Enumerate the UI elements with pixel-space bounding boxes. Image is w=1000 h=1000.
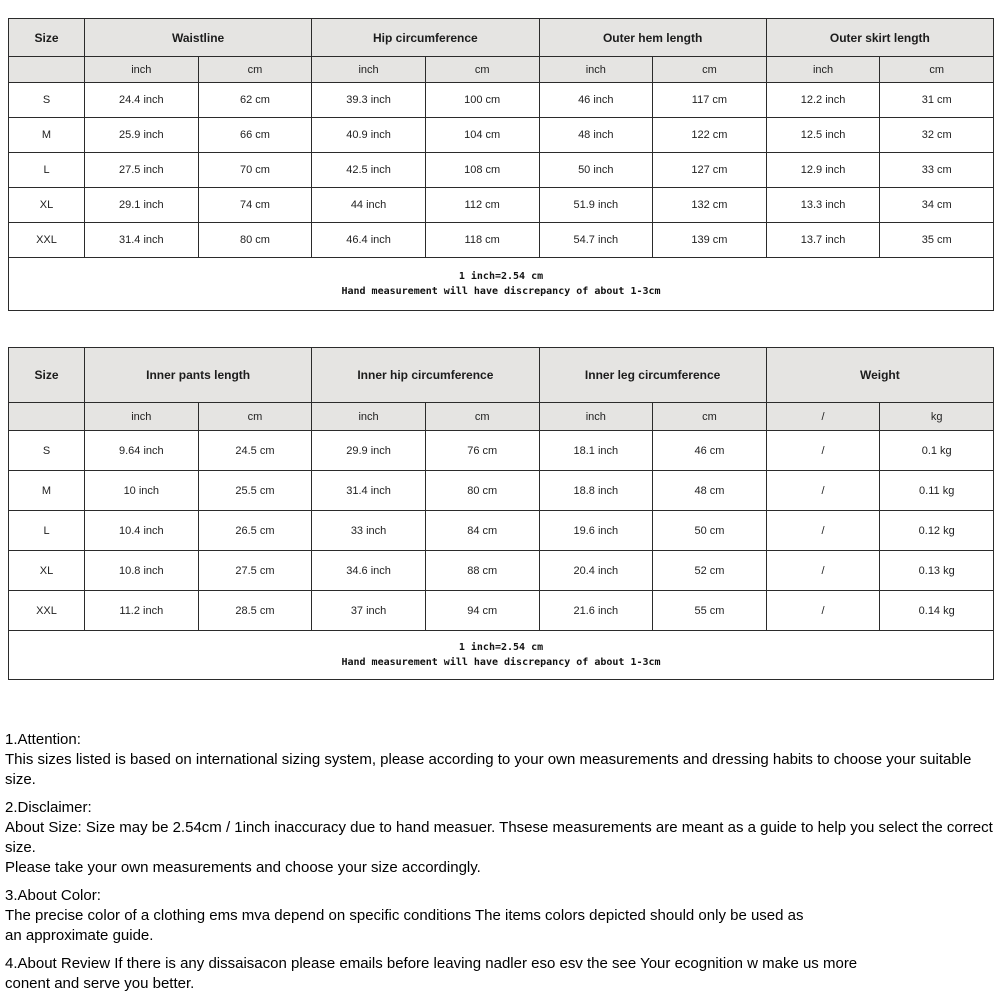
- measurement-cell: 33 cm: [880, 153, 994, 188]
- size-row-l: [9, 153, 994, 188]
- size-row-xxl: [9, 223, 994, 258]
- note-line: The precise color of a clothing ems mva depend on specific conditions The items colors depicted should only be used as: [5, 907, 804, 924]
- measurement-cell: 104 cm: [425, 118, 539, 153]
- table-note: [9, 631, 994, 680]
- size-label: XL: [9, 551, 85, 591]
- measurement-cell: 24.5 cm: [198, 431, 312, 471]
- measurement-cell: 70 cm: [198, 153, 312, 188]
- note-line: an approximate guide.: [5, 927, 154, 944]
- measurement-cell: 54.7 inch: [539, 223, 653, 258]
- unit-header: inch: [312, 403, 426, 431]
- size-row-l: [9, 511, 994, 551]
- measurement-cell: 29.1 inch: [85, 188, 199, 223]
- measurement-cell: 25.9 inch: [85, 118, 199, 153]
- table-note-line: 1 inch=2.54 cm: [458, 271, 544, 282]
- measurement-cell: 51.9 inch: [539, 188, 653, 223]
- measurement-cell: 40.9 inch: [312, 118, 426, 153]
- size-row-xxl: [9, 591, 994, 631]
- size-label: XXL: [9, 591, 85, 631]
- measurement-cell: 39.3 inch: [312, 83, 426, 118]
- measurement-cell: 80 cm: [425, 471, 539, 511]
- unit-header-row: [9, 403, 994, 431]
- measurement-cell: 62 cm: [198, 83, 312, 118]
- size-row-xl: [9, 188, 994, 223]
- size-row-m: [9, 471, 994, 511]
- note-paragraph: [5, 730, 997, 790]
- measurement-cell: 44 inch: [312, 188, 426, 223]
- note-line: 4.About Review If there is any dissaisacon please emails before leaving nadler eso esv the see Your ecognition w make us more: [5, 955, 858, 972]
- group-column-header: Hip circumference: [312, 19, 539, 57]
- inner-garment-size-table: [8, 347, 994, 680]
- note-heading: 3.About Color:: [5, 887, 101, 904]
- measurement-cell: 46 cm: [653, 431, 767, 471]
- note-line: This sizes listed is based on international sizing system, please according to your own measurements and dressing habits to choose your suitable size.: [5, 751, 972, 788]
- measurement-cell: 46.4 inch: [312, 223, 426, 258]
- size-column-header: Size: [9, 19, 85, 57]
- measurement-cell: 66 cm: [198, 118, 312, 153]
- measurement-cell: /: [766, 511, 880, 551]
- measurement-cell: 76 cm: [425, 431, 539, 471]
- table-note-row: [9, 258, 994, 311]
- unit-blank-cell: [9, 403, 85, 431]
- size-row-s: [9, 83, 994, 118]
- outer-garment-size-table: [8, 18, 994, 311]
- measurement-cell: 84 cm: [425, 511, 539, 551]
- measurement-cell: 74 cm: [198, 188, 312, 223]
- group-column-header: Inner hip circumference: [312, 348, 539, 403]
- measurement-cell: 13.3 inch: [766, 188, 880, 223]
- unit-header: cm: [198, 403, 312, 431]
- group-column-header: Inner pants length: [85, 348, 312, 403]
- measurement-cell: 108 cm: [425, 153, 539, 188]
- size-row-s: [9, 431, 994, 471]
- unit-header: cm: [425, 57, 539, 83]
- note-paragraph: [5, 886, 997, 946]
- measurement-cell: 12.9 inch: [766, 153, 880, 188]
- measurement-cell: 12.5 inch: [766, 118, 880, 153]
- measurement-cell: 0.11 kg: [880, 471, 994, 511]
- unit-header: /: [766, 403, 880, 431]
- measurement-cell: 24.4 inch: [85, 83, 199, 118]
- unit-header: inch: [539, 57, 653, 83]
- measurement-cell: 117 cm: [653, 83, 767, 118]
- measurement-cell: 48 cm: [653, 471, 767, 511]
- table-note-line: 1 inch=2.54 cm: [458, 642, 544, 653]
- size-label: S: [9, 431, 85, 471]
- measurement-cell: 27.5 inch: [85, 153, 199, 188]
- unit-header: inch: [539, 403, 653, 431]
- size-label: XL: [9, 188, 85, 223]
- measurement-cell: 35 cm: [880, 223, 994, 258]
- unit-header: inch: [312, 57, 426, 83]
- measurement-cell: 139 cm: [653, 223, 767, 258]
- measurement-cell: 18.1 inch: [539, 431, 653, 471]
- measurement-cell: 48 inch: [539, 118, 653, 153]
- table-header-row: [9, 19, 994, 57]
- measurement-cell: 50 cm: [653, 511, 767, 551]
- measurement-cell: 0.1 kg: [880, 431, 994, 471]
- measurement-cell: 0.14 kg: [880, 591, 994, 631]
- measurement-cell: 94 cm: [425, 591, 539, 631]
- measurement-cell: 88 cm: [425, 551, 539, 591]
- measurement-cell: 29.9 inch: [312, 431, 426, 471]
- table-note-line: Hand measurement will have discrepancy of about 1-3cm: [341, 286, 661, 297]
- unit-header: inch: [766, 57, 880, 83]
- measurement-cell: /: [766, 551, 880, 591]
- measurement-cell: 132 cm: [653, 188, 767, 223]
- measurement-cell: /: [766, 471, 880, 511]
- measurement-cell: 25.5 cm: [198, 471, 312, 511]
- measurement-cell: 55 cm: [653, 591, 767, 631]
- measurement-cell: 42.5 inch: [312, 153, 426, 188]
- measurement-cell: 9.64 inch: [85, 431, 199, 471]
- measurement-cell: 10 inch: [85, 471, 199, 511]
- measurement-cell: 31.4 inch: [312, 471, 426, 511]
- measurement-cell: 31.4 inch: [85, 223, 199, 258]
- notes-section: [5, 730, 997, 1000]
- unit-header: cm: [880, 57, 994, 83]
- measurement-cell: 122 cm: [653, 118, 767, 153]
- table-header-row: [9, 348, 994, 403]
- size-row-xl: [9, 551, 994, 591]
- measurement-cell: 27.5 cm: [198, 551, 312, 591]
- measurement-cell: 31 cm: [880, 83, 994, 118]
- measurement-cell: 37 inch: [312, 591, 426, 631]
- measurement-cell: 21.6 inch: [539, 591, 653, 631]
- group-column-header: Outer skirt length: [766, 19, 993, 57]
- measurement-cell: 46 inch: [539, 83, 653, 118]
- size-label: M: [9, 118, 85, 153]
- note-heading: 1.Attention:: [5, 731, 81, 748]
- measurement-cell: 28.5 cm: [198, 591, 312, 631]
- note-line: Please take your own measurements and choose your size accordingly.: [5, 859, 481, 876]
- measurement-cell: 0.12 kg: [880, 511, 994, 551]
- size-label: S: [9, 83, 85, 118]
- size-label: XXL: [9, 223, 85, 258]
- measurement-cell: 100 cm: [425, 83, 539, 118]
- measurement-cell: 20.4 inch: [539, 551, 653, 591]
- unit-header-row: [9, 57, 994, 83]
- unit-header: cm: [198, 57, 312, 83]
- measurement-cell: 0.13 kg: [880, 551, 994, 591]
- size-column-header: Size: [9, 348, 85, 403]
- measurement-cell: 34 cm: [880, 188, 994, 223]
- measurement-cell: 10.4 inch: [85, 511, 199, 551]
- group-column-header: Weight: [766, 348, 993, 403]
- measurement-cell: 34.6 inch: [312, 551, 426, 591]
- unit-blank-cell: [9, 57, 85, 83]
- note-line: About Size: Size may be 2.54cm / 1inch inaccuracy due to hand measuer. Thsese measurements are meant as a guide to help you select the correct size.: [5, 819, 993, 856]
- note-heading: 2.Disclaimer:: [5, 799, 92, 816]
- table-note-row: [9, 631, 994, 680]
- measurement-cell: 19.6 inch: [539, 511, 653, 551]
- group-column-header: Inner leg circumference: [539, 348, 766, 403]
- unit-header: inch: [85, 403, 199, 431]
- measurement-cell: 127 cm: [653, 153, 767, 188]
- measurement-cell: 18.8 inch: [539, 471, 653, 511]
- unit-header: cm: [653, 57, 767, 83]
- measurement-cell: 112 cm: [425, 188, 539, 223]
- size-label: M: [9, 471, 85, 511]
- measurement-cell: 52 cm: [653, 551, 767, 591]
- unit-header: inch: [85, 57, 199, 83]
- group-column-header: Outer hem length: [539, 19, 766, 57]
- measurement-cell: 33 inch: [312, 511, 426, 551]
- unit-header: cm: [653, 403, 767, 431]
- measurement-cell: 32 cm: [880, 118, 994, 153]
- measurement-cell: /: [766, 431, 880, 471]
- table-note: [9, 258, 994, 311]
- note-paragraph: [5, 954, 997, 994]
- measurement-cell: 10.8 inch: [85, 551, 199, 591]
- measurement-cell: 11.2 inch: [85, 591, 199, 631]
- group-column-header: Waistline: [85, 19, 312, 57]
- measurement-cell: 50 inch: [539, 153, 653, 188]
- measurement-cell: /: [766, 591, 880, 631]
- size-label: L: [9, 153, 85, 188]
- size-label: L: [9, 511, 85, 551]
- table-note-line: Hand measurement will have discrepancy of about 1-3cm: [341, 657, 661, 668]
- measurement-cell: 118 cm: [425, 223, 539, 258]
- unit-header: kg: [880, 403, 994, 431]
- note-paragraph: [5, 798, 997, 878]
- note-line: conent and serve you better.: [5, 975, 195, 992]
- measurement-cell: 13.7 inch: [766, 223, 880, 258]
- measurement-cell: 80 cm: [198, 223, 312, 258]
- unit-header: cm: [425, 403, 539, 431]
- measurement-cell: 26.5 cm: [198, 511, 312, 551]
- measurement-cell: 12.2 inch: [766, 83, 880, 118]
- size-row-m: [9, 118, 994, 153]
